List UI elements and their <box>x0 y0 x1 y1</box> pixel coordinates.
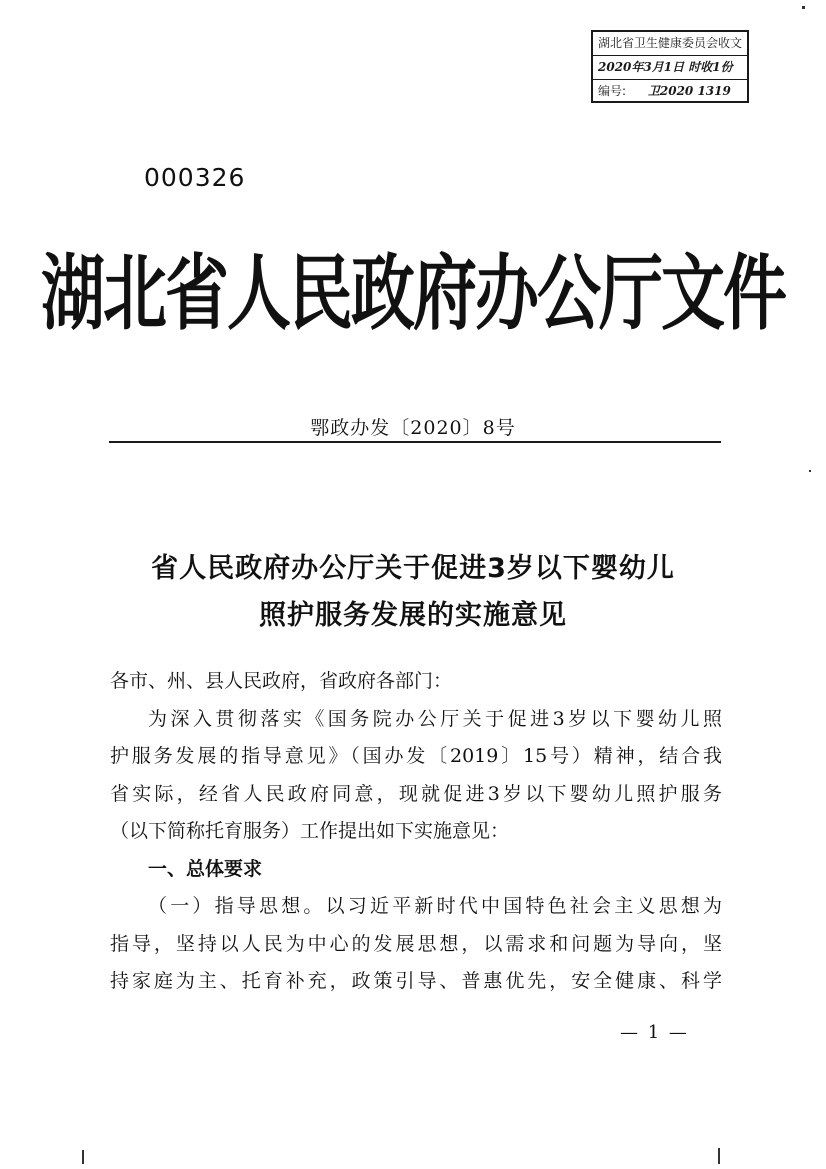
received-stamp <box>591 30 749 103</box>
stamp-number-label: 编号: <box>598 84 627 98</box>
document-serial: 000326 <box>144 163 246 192</box>
paragraph-1-line-2: 护服务发展的指导意见》（国办发〔2019〕15号）精神，结合我 <box>110 745 722 767</box>
scan-speck <box>802 6 805 9</box>
document-title-line-1: 省人民政府办公厅关于促进3岁以下婴幼儿 <box>151 553 675 584</box>
paragraph-1-line-4: （以下简称托育服务）工作提出如下实施意见： <box>110 820 510 842</box>
scan-speck <box>809 470 811 472</box>
paragraph-1-line-1: 为深入贯彻落实《国务院办公厅关于促进3岁以下婴幼儿照 <box>148 708 722 730</box>
document-header-title: 湖北省人民政府办公厅文件 <box>41 247 785 342</box>
stamp-number-value: 卫2020 1319 <box>647 84 731 98</box>
scan-speck <box>82 1150 84 1164</box>
document-title-line-2: 照护服务发展的实施意见 <box>259 600 567 631</box>
paragraph-2-line-1: （一）指导思想。以习近平新时代中国特色社会主义思想为 <box>148 895 722 917</box>
paragraph-2-line-2: 指导，坚持以人民为中心的发展思想，以需求和问题为导向，坚 <box>110 933 722 955</box>
header-divider <box>109 441 721 443</box>
salutation: 各市、州、县人民政府，省政府各部门： <box>110 670 453 692</box>
section-heading-1: 一、总体要求 <box>148 858 263 880</box>
scan-speck <box>718 1148 720 1164</box>
paragraph-1-line-3: 省实际，经省人民政府同意，现就促进3岁以下婴幼儿照护服务 <box>110 783 722 805</box>
page-number: — 1 — <box>620 1022 689 1043</box>
paragraph-2-line-3: 持家庭为主、托育补充，政策引导、普惠优先，安全健康、科学 <box>110 970 722 992</box>
stamp-number-row <box>593 80 747 103</box>
issue-number: 鄂政办发〔2020〕8号 <box>310 417 516 439</box>
stamp-org: 湖北省卫生健康委员会收文 <box>593 32 747 56</box>
stamp-date-line: 2020年3月1日 时收1份 <box>593 56 747 80</box>
